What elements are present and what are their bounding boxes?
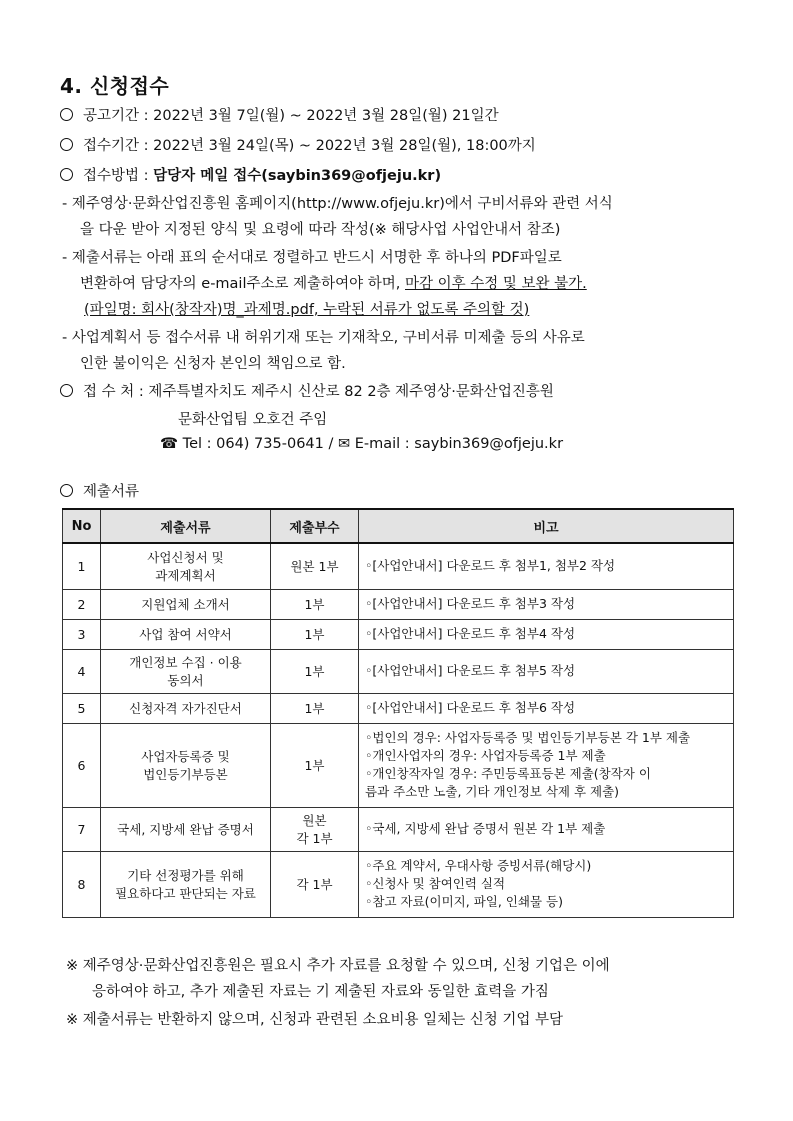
bullet-2-line-1: - 제출서류는 아래 표의 순서대로 정렬하고 반드시 서명한 후 하나의 PDF파일로 (62, 250, 562, 266)
row-remarks (359, 723, 734, 807)
row-copies-line: 1부 (304, 701, 325, 716)
row-no: 8 (63, 851, 101, 917)
row-copies (271, 619, 359, 649)
note-2: ※ 제출서류는 반환하지 않으며, 신청과 관련된 소요비용 일체는 신청 기업 부담 (66, 1012, 564, 1028)
row-document-line: 사업신청서 및 (147, 550, 224, 566)
documents-table (62, 508, 734, 918)
row-remarks-line: ◦참고 자료(이미지, 파일, 인쇄물 등) (365, 894, 563, 909)
row-document-line: 개인정보 수집 · 이용 (129, 655, 242, 670)
row-document-line: 지원업체 소개서 (141, 597, 230, 612)
table-row (63, 807, 734, 851)
row-remarks (359, 589, 734, 619)
header-remarks: 비고 (359, 509, 734, 543)
row-remarks-line: ◦[사업안내서] 다운로드 후 첨부6 작성 (365, 700, 576, 715)
row-copies-line: 1부 (304, 758, 325, 773)
header-document: 제출서류 (101, 509, 271, 543)
row-document-line: 법인등기부등본 (143, 767, 228, 782)
row-copies-line: 1부 (304, 664, 325, 679)
row-copies-line: 각 1부 (296, 831, 333, 846)
row-document (101, 589, 271, 619)
circle-bullet-icon (60, 484, 73, 497)
row-document (101, 649, 271, 693)
row-copies (271, 693, 359, 723)
bullet-3-line-1: - 사업계획서 등 접수서류 내 허위기재 또는 기재착오, 구비서류 미제출 등의 사유로 (62, 330, 585, 346)
row-remarks-line: 름과 주소만 노출, 기타 개인정보 삭제 후 제출) (365, 784, 620, 799)
row-document-line: 사업자등록증 및 (141, 749, 230, 764)
receipt-period-text: 접수기간 : 2022년 3월 24일(목) ~ 2022년 3월 28일(월), 18:00까지 (83, 138, 536, 154)
row-document (101, 851, 271, 917)
row-no: 4 (63, 649, 101, 693)
contact-line-2: 문화산업팀 오호건 주임 (178, 412, 328, 428)
row-document-line: 과제계획서 (155, 568, 216, 584)
table-header-row (63, 509, 734, 543)
table-row (63, 619, 734, 649)
row-document (101, 723, 271, 807)
row-remarks-line: ◦신청사 및 참여인력 실적 (365, 876, 506, 891)
method-label: 접수방법 : (83, 168, 154, 184)
row-remarks (359, 693, 734, 723)
header-no: No (63, 509, 101, 543)
circle-bullet-icon (60, 108, 73, 121)
row-copies-line: 원본 1부 (290, 559, 339, 575)
table-row (63, 723, 734, 807)
bullet-2-line-3: (파일명: 회사(창작자)명_과제명.pdf, 누락된 서류가 없도록 주의할 것) (84, 302, 530, 318)
table-row (63, 693, 734, 723)
row-no: 5 (63, 693, 101, 723)
row-remarks-line: ◦개인창작자일 경우: 주민등록표등본 제출(창작자 이 (365, 766, 651, 781)
table-row (63, 851, 734, 917)
note-1-line-1: ※ 제주영상·문화산업진흥원은 필요시 추가 자료를 요청할 수 있으며, 신청 기업은 이에 (66, 958, 610, 974)
row-copies-line: 1부 (304, 597, 325, 612)
row-no: 7 (63, 807, 101, 851)
table-row (63, 589, 734, 619)
row-remarks-line: ◦[사업안내서] 다운로드 후 첨부5 작성 (365, 663, 576, 678)
notice-period-text: 공고기간 : 2022년 3월 7일(월) ~ 2022년 3월 28일(월) 21일간 (83, 108, 499, 124)
notice-period-item (60, 104, 499, 125)
row-no: 6 (63, 723, 101, 807)
row-copies (271, 723, 359, 807)
contact-address: 접 수 처 : 제주특별자치도 제주시 신산로 82 2층 제주영상·문화산업진흥원 (83, 384, 554, 400)
bullet-3-line-2: 인한 불이익은 신청자 본인의 책임으로 함. (80, 356, 346, 372)
row-remarks (359, 649, 734, 693)
row-remarks (359, 851, 734, 917)
row-document-line: 동의서 (167, 673, 204, 688)
row-copies (271, 807, 359, 851)
method-value: 담당자 메일 접수(saybin369@ofjeju.kr) (153, 168, 442, 184)
row-document (101, 807, 271, 851)
row-remarks-line: ◦국세, 지방세 완납 증명서 원본 각 1부 제출 (365, 821, 606, 836)
table-row (63, 649, 734, 693)
row-copies (271, 851, 359, 917)
docs-label (60, 480, 139, 501)
row-remarks-line: ◦개인사업자의 경우: 사업자등록증 1부 제출 (365, 748, 606, 763)
contact-line-1 (60, 380, 554, 401)
receipt-period-item (60, 134, 536, 155)
header-copies: 제출부수 (271, 509, 359, 543)
row-remarks-line: ◦[사업안내서] 다운로드 후 첨부4 작성 (365, 626, 576, 641)
row-remarks (359, 807, 734, 851)
row-document-line: 사업 참여 서약서 (139, 627, 232, 642)
table-row (63, 543, 734, 589)
row-remarks (359, 543, 734, 589)
row-document (101, 619, 271, 649)
row-copies (271, 589, 359, 619)
row-copies (271, 649, 359, 693)
section-title: 4. 신청접수 (60, 74, 170, 98)
row-document-line: 신청자격 자가진단서 (129, 701, 242, 716)
bullet-1-line-1: - 제주영상·문화산업진흥원 홈페이지(http://www.ofjeju.kr)에서 구비서류와 관련 서식 (62, 196, 613, 212)
row-no: 2 (63, 589, 101, 619)
row-remarks-line: ◦주요 계약서, 우대사항 증빙서류(해당시) (365, 858, 592, 873)
row-document-line: 필요하다고 판단되는 자료 (115, 886, 256, 901)
table-body (63, 543, 734, 917)
row-document (101, 543, 271, 589)
row-document (101, 693, 271, 723)
row-document-line: 기타 선정평가를 위해 (127, 868, 244, 883)
bullet-1-line-2: 을 다운 받아 지정된 양식 및 요령에 따라 작성(※ 해당사업 사업안내서 참조) (80, 222, 561, 238)
deadline-warning: 마감 이후 수정 및 보완 불가. (405, 276, 587, 292)
bullet-2-line-2 (80, 272, 587, 293)
docs-label-text: 제출서류 (83, 484, 140, 500)
contact-line-3: ☎ Tel : 064) 735-0641 / ✉ E-mail : saybin369@ofjeju.kr (160, 436, 564, 452)
row-document-line: 국세, 지방세 완납 증명서 (117, 822, 254, 837)
row-copies-line: 1부 (304, 627, 325, 642)
row-copies-line: 원본 (302, 813, 327, 828)
bullet-2-line-2-text: 변환하여 담당자의 e-mail주소로 제출하여야 하며, (80, 276, 405, 292)
row-copies-line: 각 1부 (296, 877, 333, 892)
row-no: 1 (63, 543, 101, 589)
circle-bullet-icon (60, 168, 73, 181)
circle-bullet-icon (60, 138, 73, 151)
row-remarks-line: ◦법인의 경우: 사업자등록증 및 법인등기부등본 각 1부 제출 (365, 730, 691, 745)
row-remarks-line: ◦[사업안내서] 다운로드 후 첨부3 작성 (365, 596, 576, 611)
row-remarks-line: ◦[사업안내서] 다운로드 후 첨부1, 첨부2 작성 (365, 558, 616, 574)
note-1-line-2: 응하여야 하고, 추가 제출된 자료는 기 제출된 자료와 동일한 효력을 가짐 (92, 984, 549, 1000)
row-copies (271, 543, 359, 589)
row-no: 3 (63, 619, 101, 649)
row-remarks (359, 619, 734, 649)
method-item (60, 164, 441, 185)
circle-bullet-icon (60, 384, 73, 397)
